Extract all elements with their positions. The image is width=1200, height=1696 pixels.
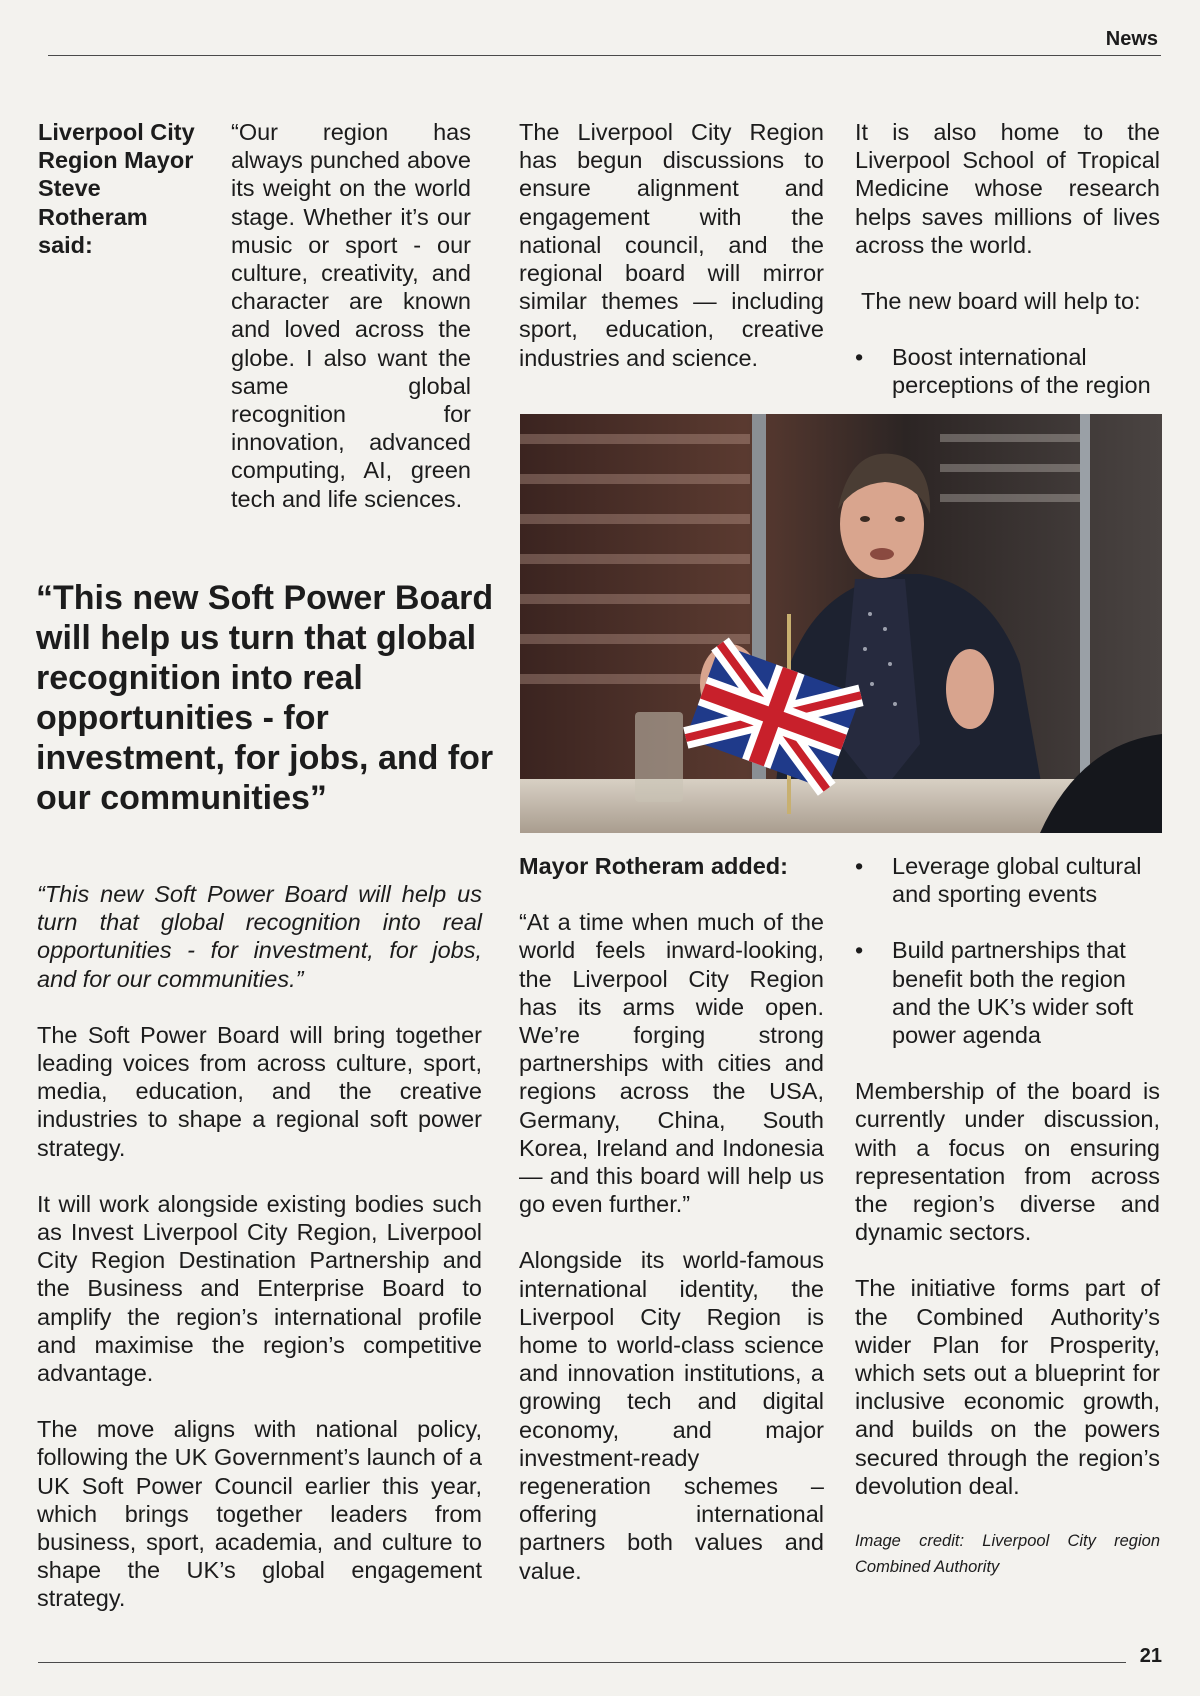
footer-rule — [38, 1662, 1126, 1663]
bullet-item: • Leverage global cultural and sporting events — [855, 853, 1142, 908]
subheading: Mayor Rotheram added: — [519, 853, 788, 879]
image-credit: Image credit: Liverpool City region Combined Authority — [855, 1532, 1160, 1577]
column-3 — [855, 852, 1160, 1608]
photo-illustration — [520, 414, 1162, 833]
section-label: News — [1105, 28, 1158, 50]
paragraph: The Liverpool City Region has begun discussions to ensure alignment and engagement with the national council, and the regional board will mirror similar themes — including sport, education, creative industries and science. — [519, 119, 824, 371]
bullet-item: • Boost international perceptions of the region — [855, 344, 1151, 399]
paragraph: The move aligns with national policy, following the UK Government’s launch of a UK Soft Power Council earlier this year, which brings together leaders from business, sport, academia, and culture to shape the UK’s global engagement strategy. — [37, 1416, 482, 1612]
bullet-icon: • — [855, 853, 864, 879]
board-intro: The new board will help to: — [861, 288, 1141, 315]
paragraph: Membership of the board is currently under discussion, with a focus on ensuring representation from across the region’s diverse and dynamic sectors. — [855, 1078, 1160, 1246]
bullet-item: • Build partnerships that benefit both the region and the UK’s wider soft power agenda — [855, 937, 1134, 1049]
column-2-top — [519, 118, 824, 400]
page-number: 21 — [1139, 1645, 1162, 1667]
column-2 — [519, 852, 824, 1613]
paragraph: It will work alongside existing bodies such as Invest Liverpool City Region, Liverpool City Region Destination Partnership and the Business and Enterprise Board to amplify the region’s international profile and maximise the region’s competitive advantage. — [37, 1190, 482, 1387]
bullet-list — [855, 343, 1160, 399]
paragraph: Alongside its world-famous international identity, the Liverpool City Region is home to world-class science and innovation institutions, a growing tech and digital economy, and major investment-ready regeneration schemes – offering international partners both values and value. — [519, 1247, 824, 1584]
bullet-icon: • — [855, 344, 864, 371]
bullet-list — [855, 852, 1160, 1049]
opening-quote: “Our region has always punched above its weight on the world stage. Whether it’s our music or sport - our culture, creativity, and character are known and loved across the globe. I also want the same global recognition for innovation, advanced computing, AI, green tech and life sciences. — [231, 119, 471, 512]
bullet-icon: • — [855, 937, 864, 964]
pull-quote: “This new Soft Power Board will help us turn that global recognition into real opportunities - for investment, for jobs, and for our communities” — [36, 579, 494, 817]
column-1 — [37, 880, 482, 1641]
paragraph: The Soft Power Board will bring together leading voices from across culture, sport, media, education, and the creative industries to shape a regional soft power strategy. — [37, 1021, 482, 1161]
header-rule — [48, 55, 1161, 56]
paragraph: The initiative forms part of the Combined Authority’s wider Plan for Prosperity, which sets out a blueprint for inclusive economic growth, and builds on the powers secured through the region’s devolution deal. — [855, 1275, 1160, 1499]
italic-quote: “This new Soft Power Board will help us turn that global recognition into real opportunities - for investment, for jobs, and for our communities.” — [37, 881, 482, 992]
rotheram-quote: “At a time when much of the world feels inward-looking, the Liverpool City Region has its arms wide open. We’re forging strong partnerships with cities and regions across the USA, Germany, China, South Korea, Ireland and Indonesia — and this board will help us go even further.” — [519, 909, 824, 1218]
column-3-top — [855, 118, 1160, 428]
mayor-photo — [520, 414, 1162, 833]
paragraph: It is also home to the Liverpool School of Tropical Medicine whose research helps saves millions of lives across the world. — [855, 119, 1160, 258]
speaker-attribution: Liverpool City Region Mayor Steve Rotheram said: — [38, 119, 195, 258]
